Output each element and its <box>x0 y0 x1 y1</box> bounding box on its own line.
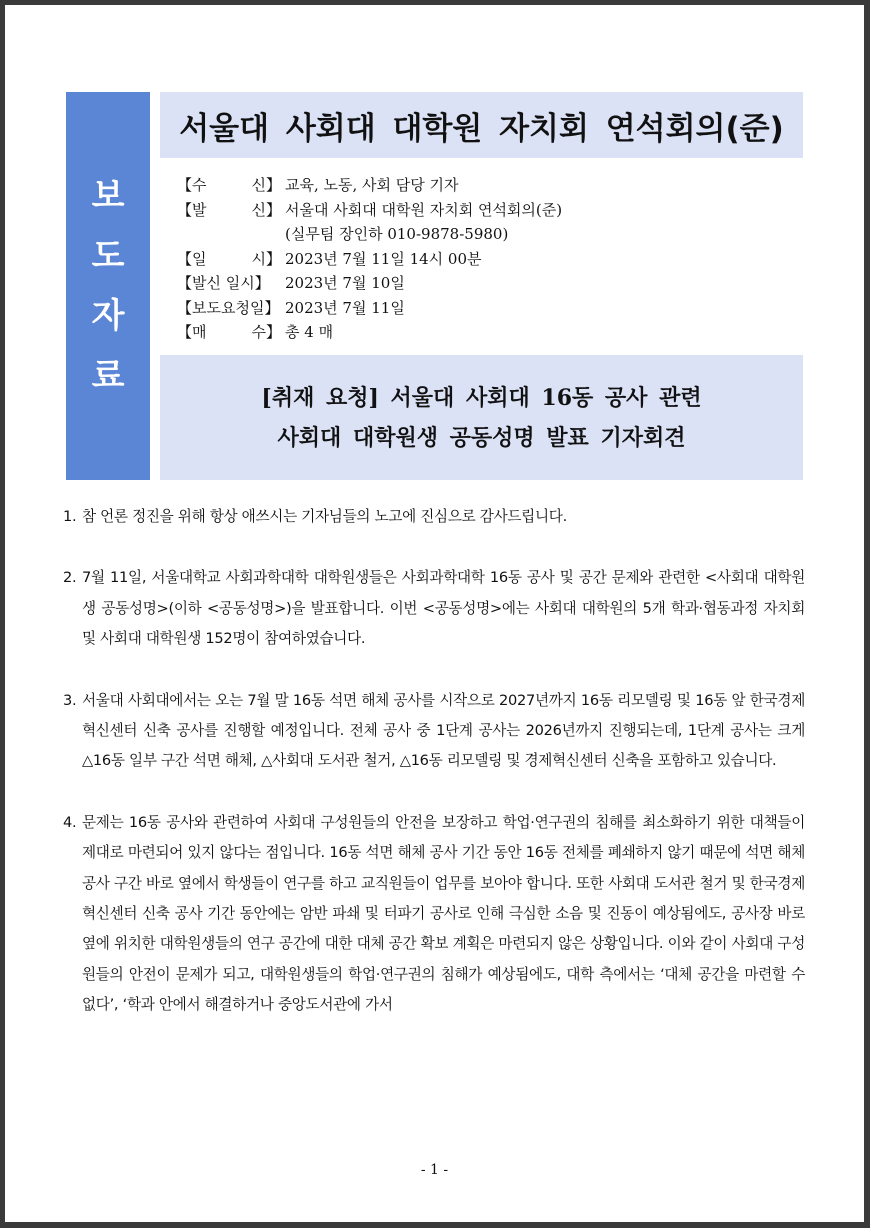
release-meta <box>177 173 797 345</box>
press-release-label <box>66 92 150 480</box>
paragraph-3 <box>63 686 805 777</box>
paragraph-1 <box>63 502 805 532</box>
meta-label: 수 신 <box>192 176 266 194</box>
paragraph-number: 3. <box>63 691 77 709</box>
meta-label: 발신 일시 <box>192 274 255 292</box>
side-label-char: 보 <box>91 176 125 216</box>
side-label-char: 자 <box>91 296 125 336</box>
meta-value: 2023년 7월 11일 14시 00분 <box>285 249 482 268</box>
body-text <box>63 502 805 1021</box>
side-label-char: 료 <box>91 356 125 396</box>
meta-row-recipient: 【수 신】 교육, 노동, 사회 담당 기자 <box>177 173 797 198</box>
meta-row-send-date: 【발신 일시】 2023년 7월 10일 <box>177 271 797 296</box>
meta-value: 2023년 7월 11일 <box>285 298 405 317</box>
meta-label: 발 신 <box>192 200 266 219</box>
meta-value: (실무팀 장인하 010-9878-5980) <box>285 225 509 243</box>
meta-row-embargo-date: 【보도요청일】 2023년 7월 11일 <box>177 296 797 321</box>
meta-label: 매 수 <box>192 323 266 341</box>
meta-row-page-count: 【매 수】 총 4 매 <box>177 320 797 345</box>
document-page <box>5 5 864 1222</box>
organization-title-band <box>160 92 803 158</box>
meta-row-contact <box>177 222 797 247</box>
paragraph-number: 4. <box>63 813 77 831</box>
headline-line-2: 사회대 대학원생 공동성명 발표 기자회견 <box>277 424 686 451</box>
meta-value: 2023년 7월 10일 <box>285 274 405 292</box>
paragraph-number: 2. <box>63 569 77 587</box>
meta-value: 서울대 사회대 대학원 자치회 연석회의(준) <box>285 200 563 219</box>
organization-title: 서울대 사회대 대학원 자치회 연석회의(준) <box>179 110 784 147</box>
page-number: - 1 - <box>420 1162 449 1178</box>
side-label-char: 도 <box>91 236 125 276</box>
headline-band <box>160 355 803 480</box>
paragraph-4 <box>63 808 805 1021</box>
headline-line-1: [취재 요청] 서울대 사회대 16동 공사 관련 <box>261 384 702 411</box>
paragraph-text: 서울대 사회대에서는 오는 7월 말 16동 석면 해체 공사를 시작으로 2027년까지 16동 리모델링 및 16동 앞 한국경제혁신센터 신축 공사를 진행할 예정입니다. 전체 공사 중 1단계 공사는 2026년까지 진행되는데, 1단계 공사는 크게 △16동 일부 구간 석면 해체, △사회대 도서관 철거, △16동 리모델링 및 경제혁신센터 신축을 포함하고 있습니다. <box>82 691 805 770</box>
paragraph-2 <box>63 563 805 654</box>
meta-value: 교육, 노동, 사회 담당 기자 <box>285 176 459 194</box>
meta-row-sender: 【발 신】 서울대 사회대 대학원 자치회 연석회의(준) <box>177 198 797 223</box>
paragraph-number: 1. <box>63 508 77 525</box>
paragraph-text: 참 언론 정진을 위해 항상 애쓰시는 기자님들의 노고에 진심으로 감사드립니다. <box>82 508 567 525</box>
paragraph-text: 문제는 16동 공사와 관련하여 사회대 구성원들의 안전을 보장하고 학업·연구권의 침해를 최소화하기 위한 대책들이 제대로 마련되어 있지 않다는 점입니다. 16동 석면 해체 공사 기간 동안 16동 전체를 폐쇄하지 않기 때문에 석면 해체 공사 구간 바로 옆에서 학생들이 연구를 하고 교직원들이 업무를 보아야 합니다. 또한 사회대 도서관 철거 및 한국경제혁신센터 신축 공사 기간 동안에는 암반 파쇄 및 터파기 공사로 인해 극심한 소음 및 진동이 예상됨에도, 공사장 바로 옆에 위치한 대학원생들의 연구 공간에 대한 대체 공간 확보 계획은 마련되지 않은 상황입니다. 이와 같이 사회대 구성원들의 안전이 문제가 되고, 대학원생들의 학업·연구권의 침해가 예상됨에도, 대학 측에서는 ‘대체 공간을 마련할 수 없다’, ‘학과 안에서 해결하거나 중앙도서관에 가서 <box>82 813 805 1014</box>
meta-label: 보도요청일 <box>192 298 265 317</box>
paragraph-text: 7월 11일, 서울대학교 사회과학대학 대학원생들은 사회과학대학 16동 공사 및 공간 문제와 관련한 <사회대 대학원생 공동성명>(이하 <공동성명>)을 발표합니다. 이번 <공동성명>에는 사회대 대학원의 5개 학과·협동과정 자치회 및 사회대 대학원생 152명이 참여하였습니다. <box>82 569 805 648</box>
meta-row-datetime: 【일 시】 2023년 7월 11일 14시 00분 <box>177 247 797 272</box>
meta-label: 일 시 <box>192 249 266 268</box>
meta-value: 총 4 매 <box>285 323 334 341</box>
